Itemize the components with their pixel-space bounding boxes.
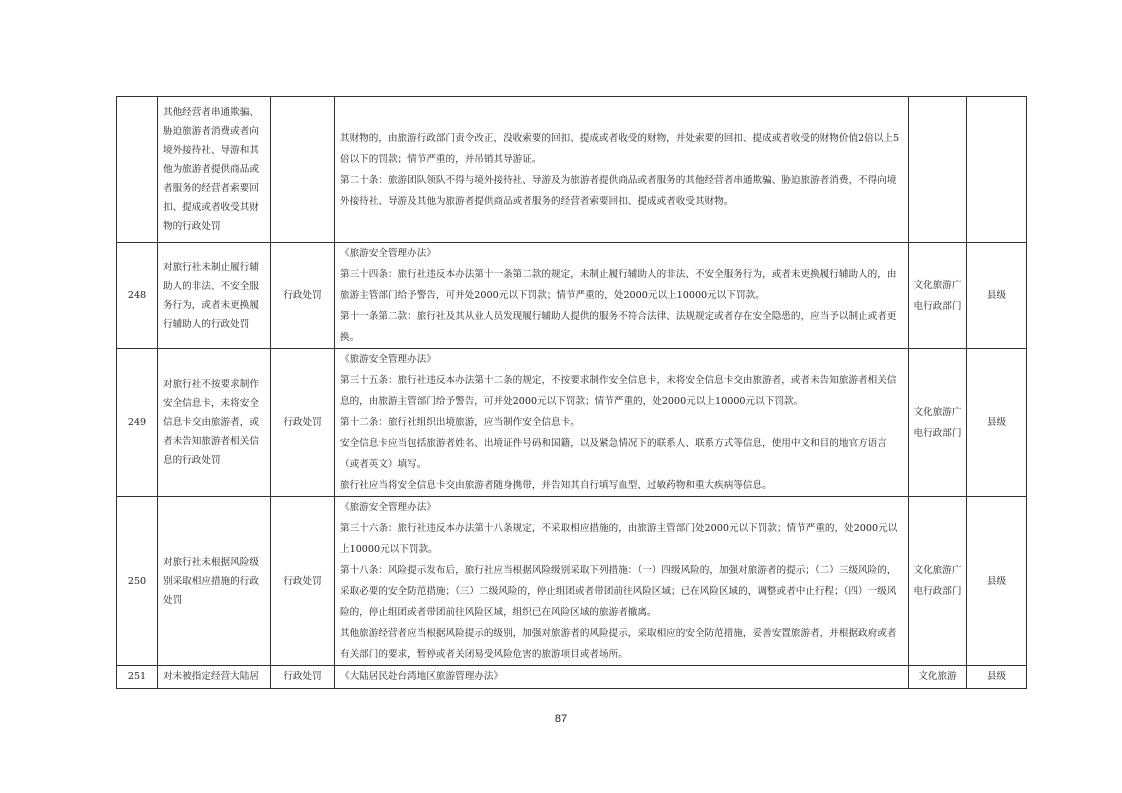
basis-paragraph: 旅行社应当将安全信息卡交由旅游者随身携带，并告知其自行填写血型、过敏药物和重大疾病等信息。 <box>340 480 772 491</box>
basis-paragraph: 第三十四条：旅行社违反本办法第十一条第二款的规定，未制止履行辅助人的非法、不安全服务行为，或者未更换履行辅助人的，由旅游主管部门给予警告，可并处2000元以下罚款；情节严重的，处2000元以上10000元以下罚款。 <box>340 269 897 301</box>
department-cell: 文化旅游 <box>909 666 967 689</box>
legal-basis-cell <box>335 497 909 666</box>
category-cell: 行政处罚 <box>271 349 335 497</box>
level-cell: 县级 <box>967 349 1027 497</box>
basis-paragraph: 《大陆居民赴台湾地区旅游管理办法》 <box>340 671 504 682</box>
level-cell <box>967 97 1027 243</box>
table-row <box>117 349 1027 497</box>
table-row <box>117 666 1027 689</box>
basis-paragraph: 《旅游安全管理办法》 <box>340 248 436 259</box>
department-cell: 文化旅游广电行政部门 <box>909 243 967 349</box>
basis-paragraph: 其他旅游经营者应当根据风险提示的级别，加强对旅游者的风险提示，采取相应的安全防范措施，妥善安置旅游者，并根据政府或者有关部门的要求，暂停或者关闭易受风险危害的旅游项目或者场所。 <box>340 628 897 660</box>
table-row <box>117 243 1027 349</box>
table-row <box>117 497 1027 666</box>
penalty-table <box>116 96 1027 689</box>
basis-paragraph: 《旅游安全管理办法》 <box>340 354 436 365</box>
item-name-cell: 对旅行社未制止履行辅助人的非法、不安全服务行为，或者未更换履行辅助人的行政处罚 <box>158 243 271 349</box>
department-cell: 文化旅游广电行政部门 <box>909 497 967 666</box>
basis-paragraph: 其财物的，由旅游行政部门责令改正，没收索要的回扣、提成或者收受的财物，并处索要的回扣、提成或者收受的财物价值2倍以上5倍以下的罚款；情节严重的，并吊销其导游证。 <box>340 132 900 165</box>
row-number-cell: 248 <box>117 243 158 349</box>
level-cell: 县级 <box>967 243 1027 349</box>
basis-paragraph: 《旅游安全管理办法》 <box>340 502 436 513</box>
item-name-cell: 对旅行社不按要求制作安全信息卡，未将安全信息卡交由旅游者，或者未告知旅游者相关信息的行政处罚 <box>158 349 271 497</box>
page-number: 87 <box>554 713 568 725</box>
table-row <box>117 97 1027 243</box>
legal-basis-cell <box>335 666 909 689</box>
basis-paragraph: 第十一条第二款：旅行社及其从业人员发现履行辅助人提供的服务不符合法律、法规规定或者存在安全隐患的，应当予以制止或者更换。 <box>340 311 897 343</box>
item-name-cell: 对旅行社未根据风险级别采取相应措施的行政处罚 <box>158 497 271 666</box>
row-number-cell: 251 <box>117 666 158 689</box>
category-cell: 行政处罚 <box>271 666 335 689</box>
legal-basis-cell <box>335 349 909 497</box>
level-cell: 县级 <box>967 497 1027 666</box>
basis-paragraph: 第三十六条：旅行社违反本办法第十八条规定，不采取相应措施的，由旅游主管部门处2000元以下罚款；情节严重的，处2000元以上10000元以下罚款。 <box>340 523 898 555</box>
basis-paragraph: 第二十条：旅游团队领队不得与境外接待社、导游及为旅游者提供商品或者服务的其他经营者串通欺骗、胁迫旅游者消费，不得向境外接待社、导游及其他为旅游者提供商品或者服务的经营者索要回扣、提成或者收受其财物。 <box>340 174 897 207</box>
category-cell: 行政处罚 <box>271 243 335 349</box>
basis-paragraph: 第三十五条：旅行社违反本办法第十二条的规定，不按要求制作安全信息卡，未将安全信息卡交由旅游者，或者未告知旅游者相关信息的，由旅游主管部门给予警告，可并处2000元以下罚款；情节严重的，处2000元以上10000元以下罚款。 <box>340 375 897 407</box>
department-cell: 文化旅游广电行政部门 <box>909 349 967 497</box>
row-number-cell <box>117 97 158 243</box>
category-cell: 行政处罚 <box>271 497 335 666</box>
row-number-cell: 249 <box>117 349 158 497</box>
row-number-cell: 250 <box>117 497 158 666</box>
level-cell: 县级 <box>967 666 1027 689</box>
category-cell <box>271 97 335 243</box>
item-name-cell: 其他经营者串通欺骗、胁迫旅游者消费或者向境外接待社、导游和其他为旅游者提供商品或者服务的经营者索要回扣、提成或者收受其财物的行政处罚 <box>158 97 271 243</box>
basis-paragraph: 第十八条：风险提示发布后，旅行社应当根据风险级别采取下列措施：（一）四级风险的，加强对旅游者的提示；（二）三级风险的，采取必要的安全防范措施；（三）二级风险的，停止组团或者带团前往风险区域；已在风险区域的，调整或者中止行程；（四）一级风险的，停止组团或者带团前往风险区域，组织已在风险区域的旅游者撤离。 <box>340 565 897 618</box>
department-cell <box>909 97 967 243</box>
basis-paragraph: 安全信息卡应当包括旅游者姓名、出境证件号码和国籍，以及紧急情况下的联系人、联系方式等信息，使用中文和目的地官方语言（或者英文）填写。 <box>340 438 887 470</box>
legal-basis-cell <box>335 97 909 243</box>
basis-paragraph: 第十二条：旅行社组织出境旅游，应当制作安全信息卡。 <box>340 417 580 428</box>
table-body <box>117 97 1027 689</box>
item-name-cell: 对未被指定经营大陆居 <box>158 666 271 689</box>
legal-basis-cell <box>335 243 909 349</box>
